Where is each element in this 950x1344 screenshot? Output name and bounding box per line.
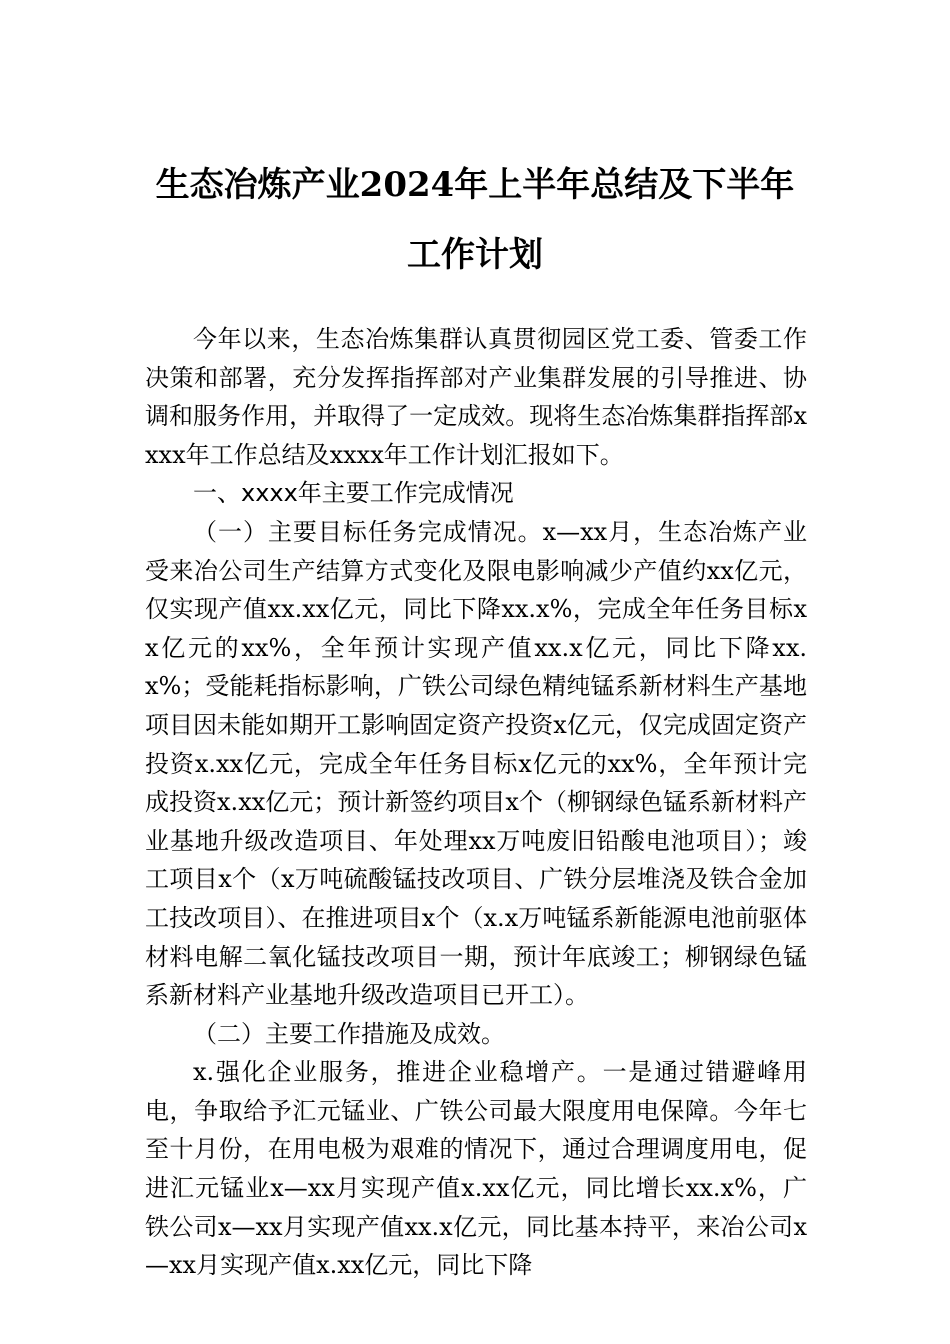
intro-paragraph: 今年以来，生态冶炼集群认真贯彻园区党工委、管委工作决策和部署，充分发挥指挥部对产业集群发展的引导推进、协调和服务作用，并取得了一定成效。现将生态冶炼集群指挥部xxxx年工作总结及xxxx年工作计划汇报如下。	[145, 325, 807, 469]
title-line-2: 工作计划	[407, 235, 543, 275]
section-heading-1: 一、xxxx年主要工作完成情况	[193, 479, 514, 508]
document-body	[145, 320, 807, 1285]
title-line-1: 生态冶炼产业2024年上半年总结及下半年	[155, 165, 795, 205]
subsection-2-heading: （二）主要工作措施及成效。	[193, 1019, 505, 1048]
subsection-1-paragraph: （一）主要目标任务完成情况。x—xx月，生态冶炼产业受来冶公司生产结算方式变化及限电影响减少产值约xx亿元，仅实现产值xx.xx亿元，同比下降xx.x%，完成全年任务目标xx亿元的xx%，全年预计实现产值xx.x亿元，同比下降xx.x%；受能耗指标影响，广铁公司绿色精纯锰系新材料生产基地项目因未能如期开工影响固定资产投资x亿元，仅完成固定资产投资x.xx亿元，完成全年任务目标x亿元的xx%，全年预计完成投资x.xx亿元；预计新签约项目x个（柳钢绿色锰系新材料产业基地升级改造项目、年处理xx万吨废旧铅酸电池项目）；竣工项目x个（x万吨硫酸锰技改项目、广铁分层堆浇及铁合金加工技改项目）、在推进项目x个（x.x万吨锰系新能源电池前驱体材料电解二氧化锰技改项目一期，预计年底竣工；柳钢绿色锰系新材料产业基地升级改造项目已开工）。	[145, 517, 807, 1010]
document-title	[140, 150, 810, 290]
measure-1-paragraph: x.强化企业服务，推进企业稳增产。一是通过错避峰用电，争取给予汇元锰业、广铁公司最大限度用电保障。今年七至十月份，在用电极为艰难的情况下，通过合理调度用电，促进汇元锰业x—xx月实现产值x.xx亿元，同比增长xx.x%，广铁公司x—xx月实现产值xx.x亿元，同比基本持平，来冶公司x—xx月实现产值x.xx亿元，同比下降	[145, 1058, 807, 1280]
